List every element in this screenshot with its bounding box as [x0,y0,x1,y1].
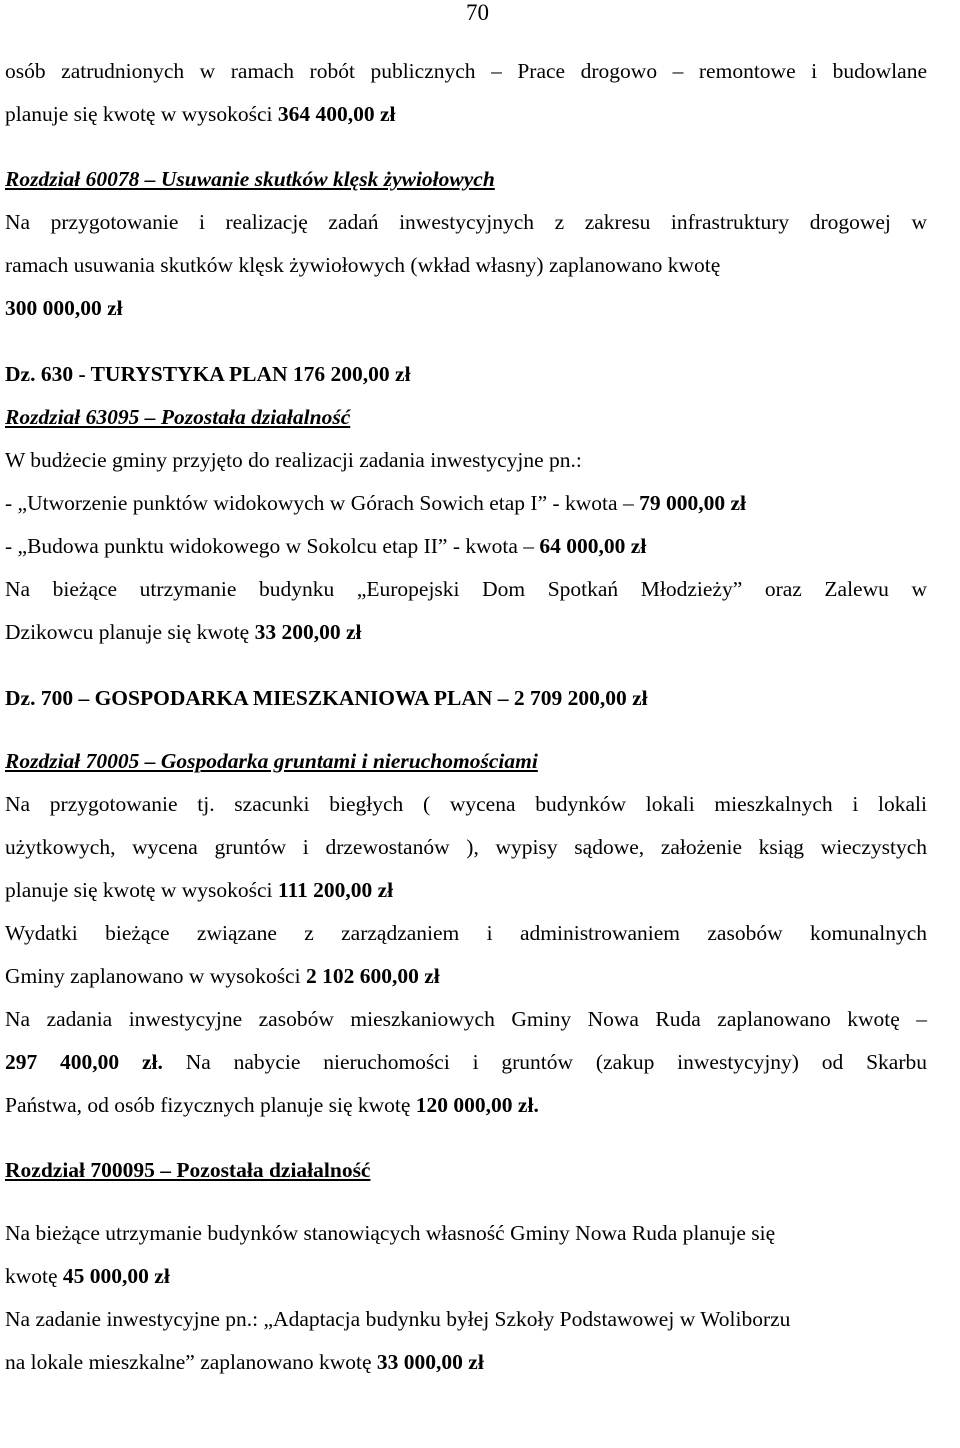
heading-text: Rozdział 63095 – Pozostała działalność [5,405,351,429]
paragraph-line: Na zadania inwestycyjne zasobów mieszkaniowych Gminy Nowa Ruda zaplanowano kwotę – [5,1007,927,1031]
document-body [5,50,927,1384]
text: planuje się kwotę w wysokości [5,102,278,126]
page-number: 70 [466,0,489,25]
division-heading-630: Dz. 630 - TURYSTYKA PLAN 176 200,00 zł [5,362,411,386]
amount: 297 400,00 zł. [5,1050,163,1074]
section-heading-60078 [5,158,927,201]
text: - „Utworzenie punktów widokowych w Górach Sowich etap I” - kwota – [5,491,640,515]
text: kwotę [5,1264,63,1288]
paragraph-line [5,93,927,136]
paragraph-line: Wydatki bieżące związane z zarządzaniem i administrowaniem zasobów komunalnych [5,921,927,945]
paragraph-line [5,1041,927,1084]
amount: 2 102 600,00 zł [305,964,440,988]
paragraph-line [5,955,927,998]
list-item [5,482,927,525]
amount: 33 000,00 zł [376,1350,484,1374]
paragraph-line [5,1084,927,1127]
paragraph-line: W budżecie gminy przyjęto do realizacji zadania inwestycyjne pn.: [5,448,582,472]
amount: 45 000,00 zł [62,1264,170,1288]
text: Na nabycie nieruchomości i gruntów (zakup inwestycyjny) od Skarbu [162,1050,927,1074]
heading-text: Rozdział 700095 – Pozostała działalność [5,1158,371,1182]
section-heading-70005 [5,740,927,783]
text: Państwa, od osób fizycznych planuje się kwotę [5,1093,416,1117]
text: Gminy zaplanowano w wysokości [5,964,306,988]
paragraph-line: Na przygotowanie tj. szacunki biegłych ( wycena budynków lokali mieszkalnych i lokali [5,792,927,816]
paragraph-line [5,611,927,654]
amount: 111 200,00 zł [277,878,394,902]
division-heading-700: Dz. 700 – GOSPODARKA MIESZKANIOWA PLAN – 2 709 200,00 zł [5,686,648,710]
text: na lokale mieszkalne” zaplanowano kwotę [5,1350,377,1374]
paragraph-line [5,1341,927,1384]
section-heading-700095 [5,1149,927,1192]
text: - „Budowa punktu widokowego w Sokolcu etap II” - kwota – [5,534,540,558]
paragraph-line: Na bieżące utrzymanie budynku „Europejski Dom Spotkań Młodzieży” oraz Zalewu w [5,577,927,601]
paragraph-line: ramach usuwania skutków klęsk żywiołowych (wkład własny) zaplanowano kwotę [5,253,721,277]
amount: 79 000,00 zł [639,491,746,515]
paragraph-line: Na przygotowanie i realizację zadań inwestycyjnych z zakresu infrastruktury drogowej w [5,210,927,234]
amount: 364 400,00 zł [277,102,396,126]
list-item [5,525,927,568]
section-heading-63095 [5,396,927,439]
amount: 120 000,00 zł. [415,1093,539,1117]
text: planuje się kwotę w wysokości [5,878,278,902]
paragraph-line: Na bieżące utrzymanie budynków stanowiących własność Gminy Nowa Ruda planuje się [5,1221,776,1245]
amount: 64 000,00 zł [539,534,647,558]
heading-text: Rozdział 60078 – Usuwanie skutków klęsk żywiołowych [5,167,495,191]
paragraph-line [5,869,927,912]
text: Dzikowcu planuje się kwotę [5,620,255,644]
paragraph-line: Na zadanie inwestycyjne pn.: „Adaptacja budynku byłej Szkoły Podstawowej w Woliborzu [5,1307,791,1331]
paragraph-line [5,1255,927,1298]
heading-text: Rozdział 70005 – Gospodarka gruntami i nieruchomościami [5,749,538,773]
paragraph-line: użytkowych, wycena gruntów i drzewostanów ), wypisy sądowe, założenie ksiąg wieczystych [5,835,927,859]
paragraph-line: osób zatrudnionych w ramach robót publicznych – Prace drogowo – remontowe i budowlane [5,59,927,83]
amount: 300 000,00 zł [5,296,123,320]
amount: 33 200,00 zł [254,620,362,644]
